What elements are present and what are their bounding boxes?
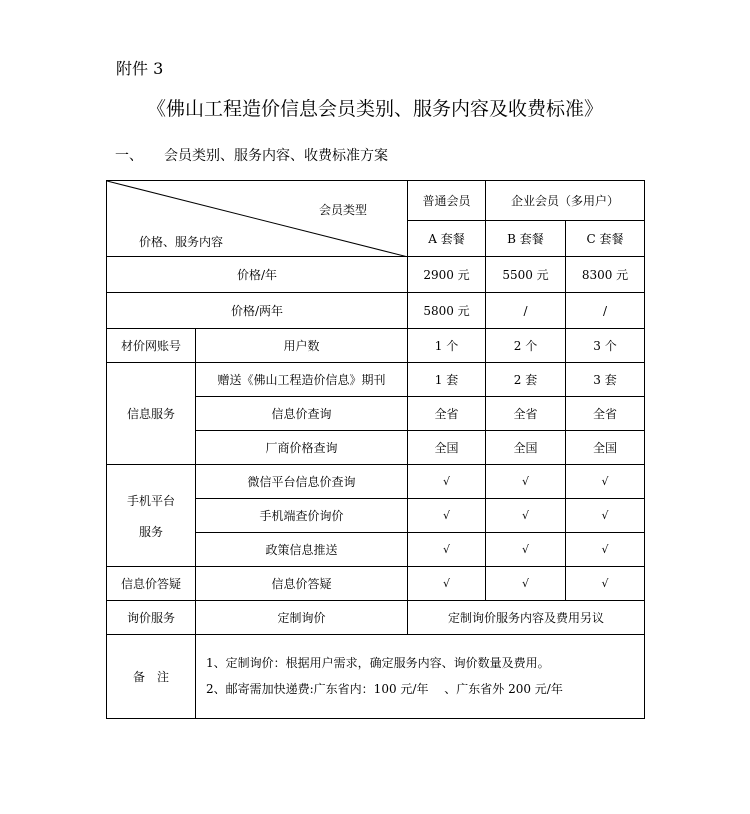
cell-a: 1 套 — [408, 363, 486, 397]
attachment-label: 附件 3 — [116, 59, 164, 78]
page-title: 《佛山工程造价信息会员类别、服务内容及收费标准》 — [146, 98, 603, 120]
cell-a: 2900 元 — [408, 257, 486, 293]
member-type-label: 会员类型 — [318, 203, 367, 217]
cell-b: 2 套 — [486, 363, 566, 397]
regular-member-header: 普通会员 — [408, 181, 486, 221]
category-cell — [107, 465, 196, 567]
note-line-2: 2、邮寄需加快递费:广东省内：100 元/年 、广东省外 200 元/年 — [206, 682, 563, 696]
cell-b: / — [486, 293, 566, 329]
section-number: 一、 — [115, 148, 136, 164]
notes-label: 备 注 — [107, 635, 196, 719]
cell-b: 5500 元 — [486, 257, 566, 293]
row-label: 价格/年 — [107, 257, 408, 293]
section-title: 会员类别、服务内容、收费标准方案 — [164, 148, 388, 164]
check-icon: √ — [566, 567, 645, 601]
cell-a: 全省 — [408, 397, 486, 431]
check-icon: √ — [408, 465, 486, 499]
check-icon: √ — [566, 465, 645, 499]
plan-b-header: B 套餐 — [486, 221, 566, 257]
check-icon: √ — [486, 465, 566, 499]
check-icon: √ — [566, 499, 645, 533]
custom-inquiry-note: 定制询价服务内容及费用另议 — [408, 601, 645, 635]
cell-c: 全省 — [566, 397, 645, 431]
check-icon: √ — [486, 533, 566, 567]
cell-a: 1 个 — [408, 329, 486, 363]
row-label: 价格/两年 — [107, 293, 408, 329]
cell-b: 全国 — [486, 431, 566, 465]
category-cell: 询价服务 — [107, 601, 196, 635]
fee-standard-table — [106, 180, 645, 719]
row-label: 信息价答疑 — [196, 567, 408, 601]
row-label: 赠送《佛山工程造价信息》期刊 — [196, 363, 408, 397]
table-row — [107, 293, 645, 329]
category-cell: 信息服务 — [107, 363, 196, 465]
check-icon: √ — [408, 499, 486, 533]
table-row — [107, 567, 645, 601]
notes-cell — [196, 635, 645, 719]
mobile-category-line1: 手机平台 — [126, 493, 175, 508]
cell-c: 全国 — [566, 431, 645, 465]
row-label: 手机端查价询价 — [196, 499, 408, 533]
table-row — [107, 465, 645, 499]
check-icon: √ — [408, 533, 486, 567]
row-label: 厂商价格查询 — [196, 431, 408, 465]
category-cell: 信息价答疑 — [107, 567, 196, 601]
category-cell: 材价网账号 — [107, 329, 196, 363]
check-icon: √ — [408, 567, 486, 601]
plan-c-header: C 套餐 — [566, 221, 645, 257]
table-row — [107, 257, 645, 293]
cell-c: / — [566, 293, 645, 329]
row-label: 定制询价 — [196, 601, 408, 635]
cell-a: 5800 元 — [408, 293, 486, 329]
price-service-label: 价格、服务内容 — [139, 235, 224, 249]
table-row — [107, 363, 645, 397]
section-heading — [115, 145, 388, 165]
cell-c: 8300 元 — [566, 257, 645, 293]
cell-c: 3 套 — [566, 363, 645, 397]
cell-a: 全国 — [408, 431, 486, 465]
header-row-1 — [107, 181, 645, 221]
check-icon: √ — [486, 499, 566, 533]
row-label: 政策信息推送 — [196, 533, 408, 567]
check-icon: √ — [566, 533, 645, 567]
check-icon: √ — [486, 567, 566, 601]
note-line-1: 1、定制询价：根据用户需求，确定服务内容、询价数量及费用。 — [206, 656, 550, 670]
notes-row — [107, 635, 645, 719]
plan-a-header: A 套餐 — [408, 221, 486, 257]
row-label: 信息价查询 — [196, 397, 408, 431]
table-row — [107, 601, 645, 635]
table-row — [107, 329, 645, 363]
mobile-category-line2: 服务 — [138, 524, 163, 539]
row-label: 微信平台信息价查询 — [196, 465, 408, 499]
row-label: 用户数 — [196, 329, 408, 363]
diagonal-header-cell — [107, 181, 408, 257]
cell-c: 3 个 — [566, 329, 645, 363]
cell-b: 全省 — [486, 397, 566, 431]
enterprise-member-header: 企业会员（多用户） — [486, 181, 645, 221]
cell-b: 2 个 — [486, 329, 566, 363]
